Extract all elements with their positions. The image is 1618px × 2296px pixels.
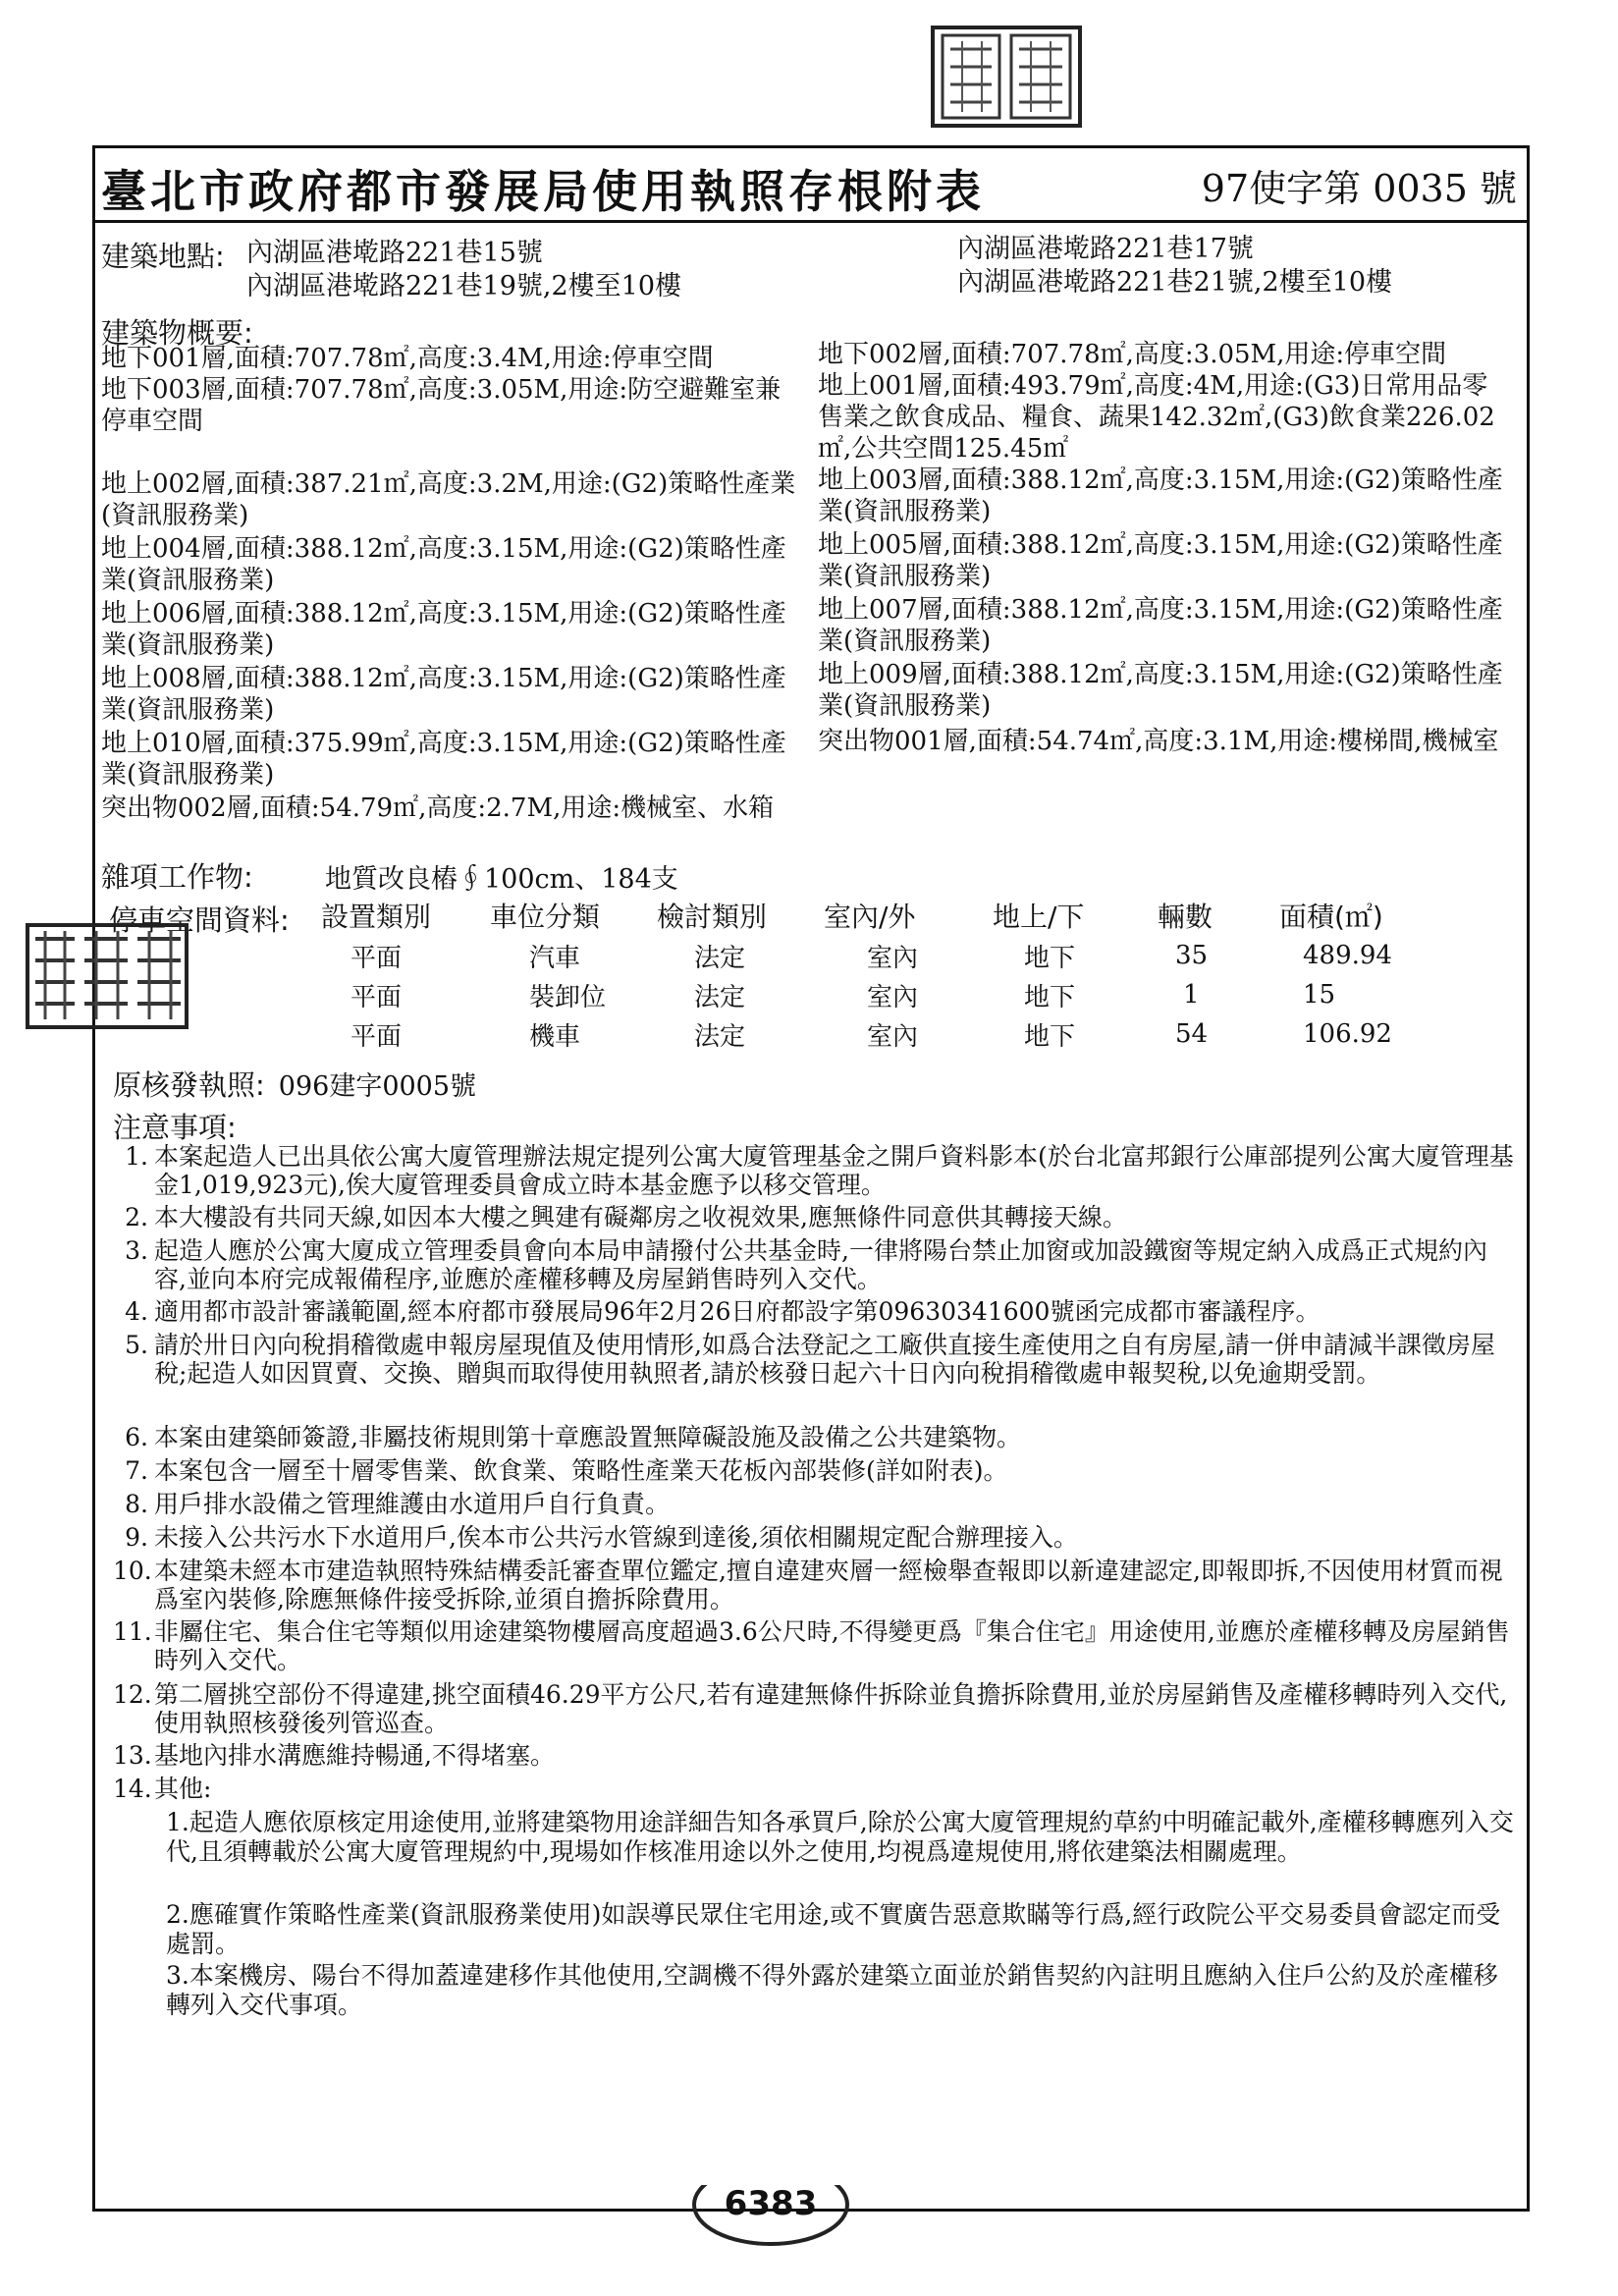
floor-item: 地下001層,面積:707.78㎡,高度:3.4M,用途:停車空間 bbox=[101, 344, 714, 373]
note-text: 本案包含一層至十層零售業、飲食業、策略性產業天花板內部裝修(詳如附表)。 bbox=[154, 1456, 1008, 1485]
note-sub-item: 3.本案機房、陽台不得加蓋違建移作其他使用,空調機不得外露於建築立面並於銷售契約內註明且應納入住戶公約及於產權移轉列入交代事項。 bbox=[166, 1961, 1498, 2019]
note-text: 起造人應於公寓大廈成立管理委員會向本局申請撥付公共基金時,一律將陽台禁止加窗或加設鐵窗等規定納入成爲正式規約內容,並向本府完成報備程序,並應於產權移轉及房屋銷售時列入交代。 bbox=[154, 1236, 1487, 1293]
floor-item: 地上002層,面積:387.21㎡,高度:3.2M,用途:(G2)策略性產業(資訊服務業) bbox=[101, 469, 796, 530]
note-number: 13. bbox=[113, 1741, 152, 1770]
misc-works-value: 地質改良樁∮100cm、184支 bbox=[325, 864, 678, 895]
note-text: 本案由建築師簽證,非屬技術規則第十章應設置無障礙設施及設備之公共建築物。 bbox=[154, 1423, 1021, 1451]
note-number: 9. bbox=[125, 1523, 148, 1552]
note-text: 其他: bbox=[154, 1775, 212, 1803]
note-number: 4. bbox=[125, 1297, 148, 1326]
page-number: 6383 bbox=[724, 2185, 818, 2223]
floor-item: 地上006層,面積:388.12㎡,高度:3.15M,用途:(G2)策略性產業(資訊服務業) bbox=[101, 599, 786, 660]
floor-item: 地下003層,面積:707.78㎡,高度:3.05M,用途:防空避難室兼停車空間 bbox=[101, 375, 782, 436]
note-sub-item: 1.起造人應依原核定用途使用,並將建築物用途詳細告知各承買戶,除於公寓大廈管理規約草約中明確記載外,產權移轉應列入交代,且須轉載於公寓大廈管理規約中,現場如作核准用途以外之使用,均視爲違規使用,將依建築法相關處理。 bbox=[166, 1808, 1514, 1866]
floor-item: 地上010層,面積:375.99㎡,高度:3.15M,用途:(G2)策略性產業(資訊服務業) bbox=[101, 729, 786, 790]
table-cell: 平面 bbox=[351, 982, 403, 1012]
original-permit-value: 096建字0005號 bbox=[278, 1071, 477, 1102]
note-number: 8. bbox=[125, 1490, 148, 1518]
parking-table bbox=[321, 895, 1436, 1054]
floor-item: 突出物001層,面積:54.74㎡,高度:3.1M,用途:樓梯間,機械室 bbox=[818, 727, 1499, 756]
note-number: 14. bbox=[113, 1775, 152, 1803]
column-header: 設置類別 bbox=[321, 901, 432, 933]
column-header: 檢討類別 bbox=[657, 901, 768, 933]
original-permit-label: 原核發執照: bbox=[113, 1068, 265, 1102]
table-cell: 汽車 bbox=[529, 943, 581, 973]
note-text: 用戶排水設備之管理維護由水道用戶自行負責。 bbox=[154, 1490, 671, 1518]
site-address: 內湖區港墘路221巷21號,2樓至10樓 bbox=[957, 267, 1393, 298]
table-cell: 地下 bbox=[1024, 1021, 1076, 1052]
note-text: 非屬住宅、集合住宅等類似用途建築物樓層高度超過3.6公尺時,不得變更爲『集合住宅』用途使用,並應於產權移轉及房屋銷售時列入交代。 bbox=[154, 1617, 1510, 1674]
note-number: 6. bbox=[125, 1423, 148, 1451]
note-number: 11. bbox=[113, 1617, 152, 1646]
permit-number: 97使字第 0035 號 bbox=[1201, 167, 1517, 210]
table-row bbox=[321, 975, 1436, 1014]
table-cell: 室內 bbox=[867, 982, 919, 1012]
document-title: 臺北市政府都市發展局使用執照存根附表 bbox=[101, 165, 985, 218]
page-number-stamp bbox=[687, 2185, 854, 2254]
table-cell: 地下 bbox=[1024, 943, 1076, 973]
original-permit-row bbox=[113, 1064, 476, 1104]
floor-item: 地上001層,面積:493.79㎡,高度:4M,用途:(G3)日常用品零售業之飲食成品、糧食、蔬果142.32㎡,(G3)飲食業226.02㎡,公共空間125.45㎡ bbox=[818, 371, 1495, 464]
note-number: 1. bbox=[125, 1142, 148, 1171]
floor-item: 地上003層,面積:388.12㎡,高度:3.15M,用途:(G2)策略性產業(資訊服務業) bbox=[818, 465, 1503, 526]
building-overview-label: 建築物概要: bbox=[101, 316, 253, 350]
table-cell: 室內 bbox=[867, 943, 919, 973]
table-cell: 室內 bbox=[867, 1021, 919, 1052]
table-cell: 54 bbox=[1175, 1019, 1209, 1049]
table-cell: 35 bbox=[1175, 941, 1209, 970]
table-cell: 平面 bbox=[351, 943, 403, 973]
site-address: 內湖區港墘路221巷19號,2樓至10樓 bbox=[246, 271, 682, 301]
floor-item: 地上005層,面積:388.12㎡,高度:3.15M,用途:(G2)策略性產業(資訊服務業) bbox=[818, 530, 1503, 591]
note-text: 基地內排水溝應維持暢通,不得堵塞。 bbox=[154, 1741, 555, 1770]
notes-label: 注意事項: bbox=[113, 1111, 237, 1144]
table-cell: 裝卸位 bbox=[529, 982, 607, 1012]
note-text: 未接入公共污水下水道用戶,俟本市公共污水管線到達後,須依相關規定配合辦理接入。 bbox=[154, 1523, 1078, 1552]
note-text: 本案起造人已出具依公寓大廈管理辦法規定提列公寓大廈管理基金之開戶資料影本(於台北富邦銀行公庫部提列公寓大廈管理基金1,019,923元),俟大廈管理委員會成立時本基金應予以移交管理。 bbox=[154, 1142, 1514, 1199]
note-number: 2. bbox=[125, 1203, 148, 1231]
floor-item: 地上004層,面積:388.12㎡,高度:3.15M,用途:(G2)策略性產業(資訊服務業) bbox=[101, 534, 786, 595]
table-row bbox=[321, 936, 1436, 975]
site-address: 內湖區港墘路221巷15號 bbox=[246, 238, 543, 268]
table-cell: 489.94 bbox=[1303, 941, 1392, 970]
floor-item: 地上009層,面積:388.12㎡,高度:3.15M,用途:(G2)策略性產業(資訊服務業) bbox=[818, 660, 1503, 721]
note-text: 第二層挑空部份不得違建,挑空面積46.29平方公尺,若有違建無條件拆除並負擔拆除費用,並於房屋銷售及產權移轉時列入交代,使用執照核發後列管巡查。 bbox=[154, 1680, 1508, 1737]
note-text: 本大樓設有共同天線,如因本大樓之興建有礙鄰房之收視效果,應無條件同意供其轉接天線。 bbox=[154, 1203, 1127, 1231]
table-cell: 15 bbox=[1303, 980, 1336, 1010]
note-text: 本建築未經本市建造執照特殊結構委託審查單位鑑定,擅自違建夾層一經檢舉查報即以新違建認定,即報即拆,不因使用材質而視爲室內裝修,除應無條件接受拆除,並須自擔拆除費用。 bbox=[154, 1557, 1503, 1613]
column-header: 面積(㎡) bbox=[1279, 901, 1383, 933]
table-cell: 法定 bbox=[694, 943, 746, 973]
table-cell: 法定 bbox=[694, 1021, 746, 1052]
table-cell: 地下 bbox=[1024, 982, 1076, 1012]
note-number: 12. bbox=[113, 1680, 152, 1709]
parking-table-header bbox=[321, 895, 1436, 936]
official-seal-stamp-left bbox=[24, 921, 190, 1031]
official-seal-stamp-top bbox=[923, 20, 1090, 136]
document-frame bbox=[92, 145, 1530, 2212]
floor-item: 地上007層,面積:388.12㎡,高度:3.15M,用途:(G2)策略性產業(資訊服務業) bbox=[818, 595, 1503, 656]
table-cell: 平面 bbox=[351, 1021, 403, 1052]
header bbox=[95, 148, 1527, 223]
note-sub-item: 2.應確實作策略性產業(資訊服務業使用)如誤導民眾住宅用途,或不實廣告惡意欺瞞等行爲,經行政院公平交易委員會認定而受處罰。 bbox=[166, 1900, 1501, 1958]
table-cell: 機車 bbox=[529, 1021, 581, 1052]
note-number: 3. bbox=[125, 1236, 148, 1265]
building-site-label: 建築地點: bbox=[101, 240, 225, 273]
table-cell: 法定 bbox=[694, 982, 746, 1012]
note-number: 5. bbox=[125, 1331, 148, 1359]
site-address: 內湖區港墘路221巷17號 bbox=[957, 234, 1254, 264]
table-cell: 1 bbox=[1183, 980, 1200, 1010]
table-cell: 106.92 bbox=[1303, 1019, 1392, 1049]
note-text: 請於卅日內向稅捐稽徵處申報房屋現值及使用情形,如爲合法登記之工廠供直接生產使用之自有房屋,請一併申請減半課徵房屋稅;起造人如因買賣、交換、贈與而取得使用執照者,請於核發日起六十日內向稅捐稽徵處申報契稅,以免逾期受罰。 bbox=[154, 1331, 1495, 1388]
misc-works-label: 雜項工作物: bbox=[101, 860, 253, 894]
column-header: 地上/下 bbox=[993, 901, 1085, 933]
column-header: 車位分類 bbox=[490, 901, 601, 933]
note-text: 適用都市設計審議範圍,經本府都市發展局96年2月26日府都設字第09630341600號函完成都市審議程序。 bbox=[154, 1297, 1321, 1326]
floor-item: 地下002層,面積:707.78㎡,高度:3.05M,用途:停車空間 bbox=[818, 340, 1447, 369]
note-number: 10. bbox=[113, 1557, 152, 1585]
floor-item: 地上008層,面積:388.12㎡,高度:3.15M,用途:(G2)策略性產業(資訊服務業) bbox=[101, 664, 786, 725]
parking-label: 停車空間資料: bbox=[109, 903, 290, 937]
column-header: 室內/外 bbox=[824, 901, 916, 933]
table-row bbox=[321, 1014, 1436, 1054]
column-header: 輛數 bbox=[1158, 901, 1214, 933]
note-number: 7. bbox=[125, 1456, 148, 1485]
floor-item: 突出物002層,面積:54.79㎡,高度:2.7M,用途:機械室、水箱 bbox=[101, 793, 775, 823]
